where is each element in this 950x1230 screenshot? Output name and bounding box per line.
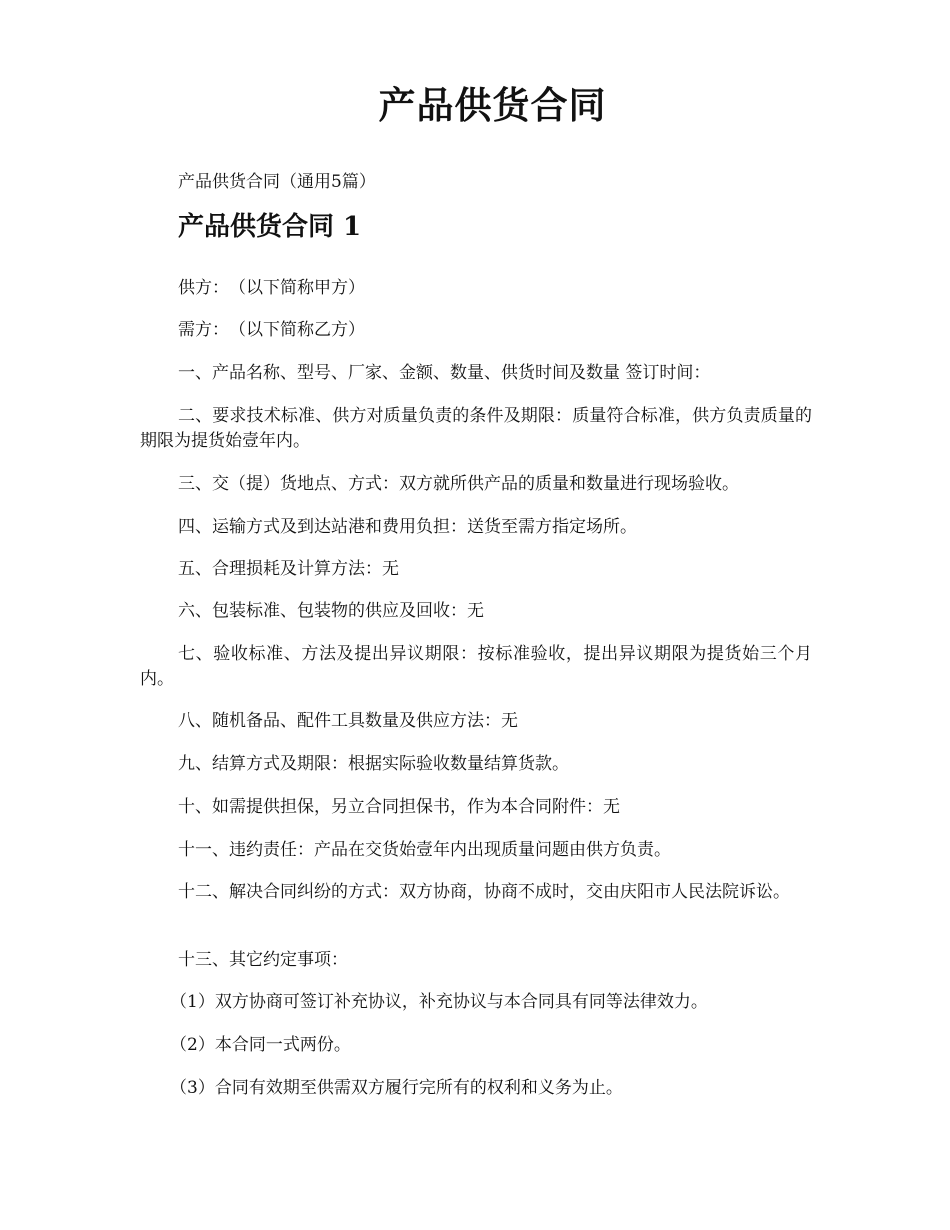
- clause-7: 七、验收标准、方法及提出异议期限：按标准验收，提出异议期限为提货始三个月内。: [140, 644, 812, 689]
- clause-2: 二、要求技术标准、供方对质量负责的条件及期限：质量符合标准，供方负责质量的期限为提货始壹年内。: [140, 406, 812, 451]
- section-heading: 产品供货合同 1: [178, 212, 362, 242]
- clause-1: 一、产品名称、型号、厂家、金额、数量、供货时间及数量 签订时间：: [178, 363, 711, 383]
- clause-13-item-3: （3）合同有效期至供需双方履行完所有的权利和义务为止。: [170, 1078, 623, 1098]
- clause-8: 八、随机备品、配件工具数量及供应方法：无: [178, 711, 518, 731]
- clause-4: 四、运输方式及到达站港和费用负担：送货至需方指定场所。: [178, 517, 637, 537]
- clause-5: 五、合理损耗及计算方法：无: [178, 559, 399, 579]
- supplier-line: 供方： （以下简称甲方）: [178, 278, 365, 298]
- clause-13-item-2: （2）本合同一式两份。: [170, 1035, 351, 1055]
- document-subtitle: 产品供货合同（通用5篇）: [178, 172, 376, 192]
- clause-3: 三、交（提）货地点、方式：双方就所供产品的质量和数量进行现场验收。: [178, 474, 739, 494]
- clause-13-item-1: （1）双方协商可签订补充协议，补充协议与本合同具有同等法律效力。: [170, 992, 708, 1012]
- clause-10: 十、如需提供担保，另立合同担保书，作为本合同附件：无: [178, 797, 620, 817]
- clause-6: 六、包装标准、包装物的供应及回收：无: [178, 601, 484, 621]
- clause-12: 十二、解决合同纠纷的方式：双方协商，协商不成时，交由庆阳市人民法院诉讼。: [178, 882, 790, 902]
- clause-11: 十一、违约责任：产品在交货始壹年内出现质量问题由供方负责。: [178, 840, 671, 860]
- clause-9: 九、结算方式及期限：根据实际验收数量结算货款。: [178, 754, 569, 774]
- clause-13: 十三、其它约定事项：: [178, 950, 348, 970]
- document-title: 产品供货合同: [378, 83, 607, 127]
- buyer-line: 需方： （以下简称乙方）: [178, 320, 365, 340]
